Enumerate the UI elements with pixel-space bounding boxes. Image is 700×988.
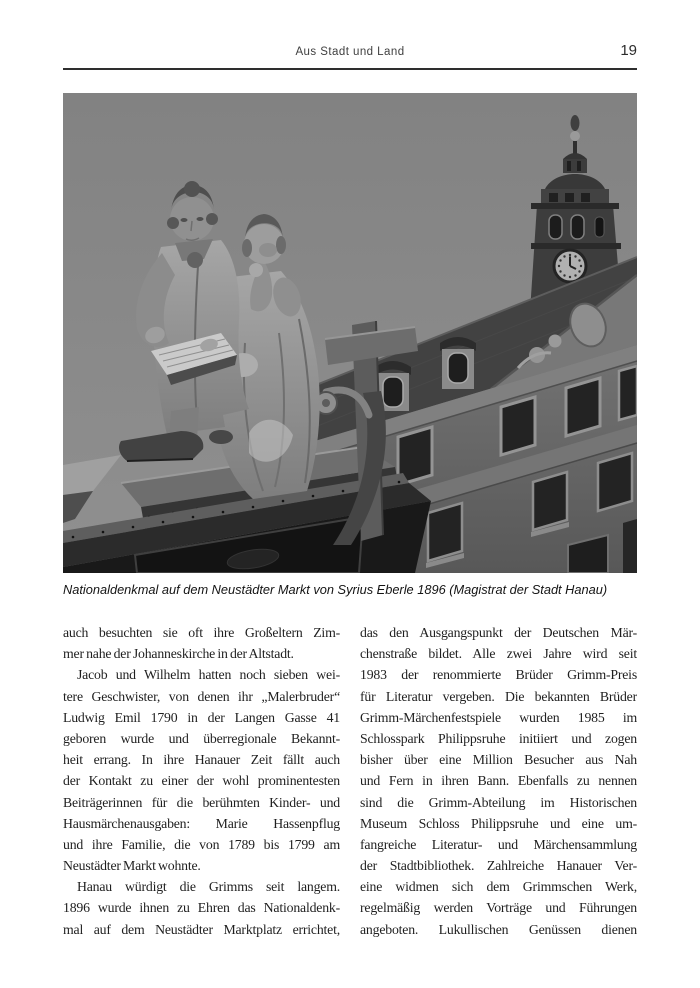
- text-line: mer nahe der Johanneskirche in der Altstadt.: [63, 646, 294, 662]
- text-line: und ihre Familie, die von 1789 bis 1799 am: [63, 836, 340, 852]
- article-body: [63, 622, 637, 940]
- text-line: sind die Grimm-Abteilung im Historischen: [360, 794, 637, 810]
- text-line: geboren wurde und überregionale Bekannt-: [63, 730, 340, 746]
- text-line: der Stadtbibliothek. Zahlreiche Hanauer Ver-: [360, 858, 637, 874]
- right-column: [360, 622, 637, 940]
- header-rule: [63, 68, 637, 70]
- text-line: eine widmen sich dem Grimmschen Werk,: [360, 879, 637, 895]
- text-line: 1896 wurde ihnen zu Ehren das Nationaldenk-: [63, 900, 340, 916]
- text-line: tere Geschwister, von denen ihr „Malerbruder“: [63, 688, 340, 704]
- text-line: heit errang. In ihre Hanauer Zeit fällt auch: [63, 752, 340, 768]
- text-line: angeboten. Lukullischen Genüssen dienen: [360, 921, 637, 937]
- text-line: und Fern in ihren Bann. Ebenfalls zu nennen: [360, 773, 637, 789]
- text-line: Beiträgerinnen für die berühmten Kinder- und: [63, 794, 340, 810]
- text-line: für Literatur vergeben. Die bekannten Brüder: [360, 688, 637, 704]
- text-line: Neustädter Markt wohnte.: [63, 858, 201, 874]
- paragraph: [63, 876, 340, 940]
- text-line: 1983 der renommierte Brüder Grimm-Preis: [360, 667, 637, 683]
- text-line: bisher über eine Million Besucher aus Nah: [360, 752, 637, 768]
- text-line: Schlosspark Philippsruhe initiiert und zogen: [360, 730, 637, 746]
- text-line: Hausmärchenausgaben: Marie Hassenpflug: [63, 815, 340, 831]
- text-line: Museum Schloss Philippsruhe und eine um-: [360, 815, 637, 831]
- photo-caption: Nationaldenkmal auf dem Neustädter Markt von Syrius Eberle 1896 (Magistrat der Stadt Hanau): [63, 582, 608, 597]
- paragraph: [360, 622, 637, 940]
- text-line: auch besuchten sie oft ihre Großeltern Zim-: [63, 625, 340, 640]
- text-line: Jacob und Wilhelm hatten noch sieben wei-: [77, 667, 340, 683]
- text-line: chenstraße bildet. Alle zwei Jahre wird seit: [360, 646, 637, 662]
- paragraph: [63, 622, 340, 664]
- text-line: Grimm-Märchenfestspiele wurden 1985 im: [360, 709, 637, 725]
- text-line: regelmäßig werden Vorträge und Führungen: [360, 900, 637, 916]
- text-line: mal auf dem Neustädter Marktplatz errichtet,: [63, 921, 340, 937]
- page-header: [63, 44, 637, 64]
- monument-photo: [63, 93, 637, 573]
- text-line: Ludwig Emil 1790 in der Langen Gasse 41: [63, 709, 340, 725]
- monument-photo-graphic: [63, 93, 637, 573]
- dormer-window: [440, 337, 476, 389]
- left-column: [63, 622, 340, 940]
- clock-face: [554, 250, 586, 282]
- text-line: der Kontakt zu einer der wohl prominentesten: [63, 773, 340, 789]
- section-title: Aus Stadt und Land: [295, 46, 405, 58]
- text-line: Hanau würdigt die Grimms seit langem.: [77, 879, 340, 895]
- page-number: 19: [620, 42, 637, 59]
- text-line: das den Ausgangspunkt der Deutschen Mär-: [360, 625, 637, 640]
- text-line: fangreiche Literatur- und Märchensammlung: [360, 836, 637, 852]
- paragraph: [63, 664, 340, 876]
